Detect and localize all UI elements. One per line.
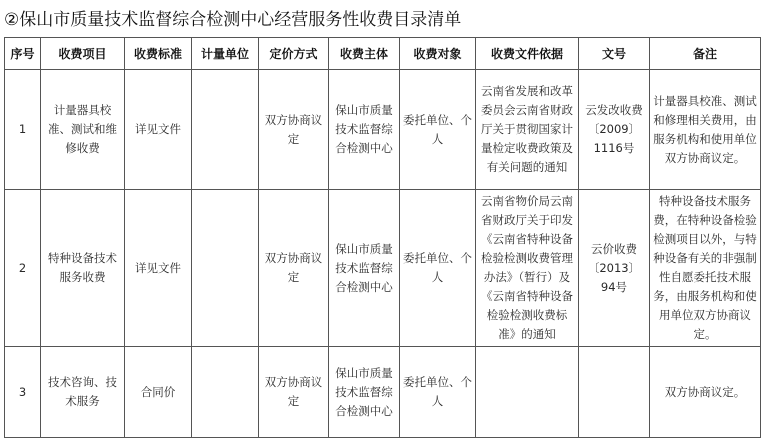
cell-doc-no <box>579 347 650 438</box>
cell-basis: 云南省发展和改革委员会云南省财政厅关于贯彻国家计量检定收费政策及有关问题的通知 <box>476 70 579 190</box>
header-cell-item: 收费项目 <box>41 38 125 70</box>
cell-item: 技术咨询、技术服务 <box>41 347 125 438</box>
cell-pricing: 双方协商议定 <box>259 190 329 347</box>
header-cell-basis: 收费文件依据 <box>476 38 579 70</box>
cell-standard: 详见文件 <box>125 190 192 347</box>
table-row <box>5 70 761 190</box>
cell-note: 双方协商议定。 <box>650 347 761 438</box>
cell-target: 委托单位、个人 <box>400 190 476 347</box>
cell-unit <box>192 347 259 438</box>
header-cell-target: 收费对象 <box>400 38 476 70</box>
cell-target: 委托单位、个人 <box>400 347 476 438</box>
cell-body: 保山市质量技术监督综合检测中心 <box>329 70 400 190</box>
header-cell-body: 收费主体 <box>329 38 400 70</box>
cell-index: 3 <box>5 347 41 438</box>
cell-body: 保山市质量技术监督综合检测中心 <box>329 347 400 438</box>
header-cell-doc-no: 文号 <box>579 38 650 70</box>
table-row <box>5 347 761 438</box>
header-cell-index: 序号 <box>5 38 41 70</box>
cell-note: 特种设备技术服务费，在特种设备检验检测项目以外，与特种设备有关的非强制性自愿委托技术服务，由服务机构和使用单位双方协商议定。 <box>650 190 761 347</box>
header-cell-note: 备注 <box>650 38 761 70</box>
page-title: ②保山市质量技术监督综合检测中心经营服务性收费目录清单 <box>4 10 462 30</box>
cell-pricing: 双方协商议定 <box>259 70 329 190</box>
cell-doc-no: 云价收费〔2013〕94号 <box>579 190 650 347</box>
cell-standard: 合同价 <box>125 347 192 438</box>
cell-target: 委托单位、个人 <box>400 70 476 190</box>
cell-basis: 云南省物价局云南省财政厅关于印发《云南省特种设备检验检测收费管理办法》（暂行）及《云南省特种设备检验检测收费标准》的通知 <box>476 190 579 347</box>
cell-index: 1 <box>5 70 41 190</box>
cell-unit <box>192 70 259 190</box>
header-cell-pricing: 定价方式 <box>259 38 329 70</box>
cell-index: 2 <box>5 190 41 347</box>
header-cell-unit: 计量单位 <box>192 38 259 70</box>
cell-body: 保山市质量技术监督综合检测中心 <box>329 190 400 347</box>
cell-pricing: 双方协商议定 <box>259 347 329 438</box>
cell-item: 计量器具校准、测试和维修收费 <box>41 70 125 190</box>
cell-unit <box>192 190 259 347</box>
header-row <box>5 38 761 70</box>
header-cell-standard: 收费标准 <box>125 38 192 70</box>
cell-item: 特种设备技术服务收费 <box>41 190 125 347</box>
fee-catalog-table <box>4 37 761 438</box>
cell-note: 计量器具校准、测试和修理相关费用，由服务机构和使用单位双方协商议定。 <box>650 70 761 190</box>
table-row <box>5 190 761 347</box>
cell-standard: 详见文件 <box>125 70 192 190</box>
cell-doc-no: 云发改收费〔2009〕1116号 <box>579 70 650 190</box>
cell-basis <box>476 347 579 438</box>
